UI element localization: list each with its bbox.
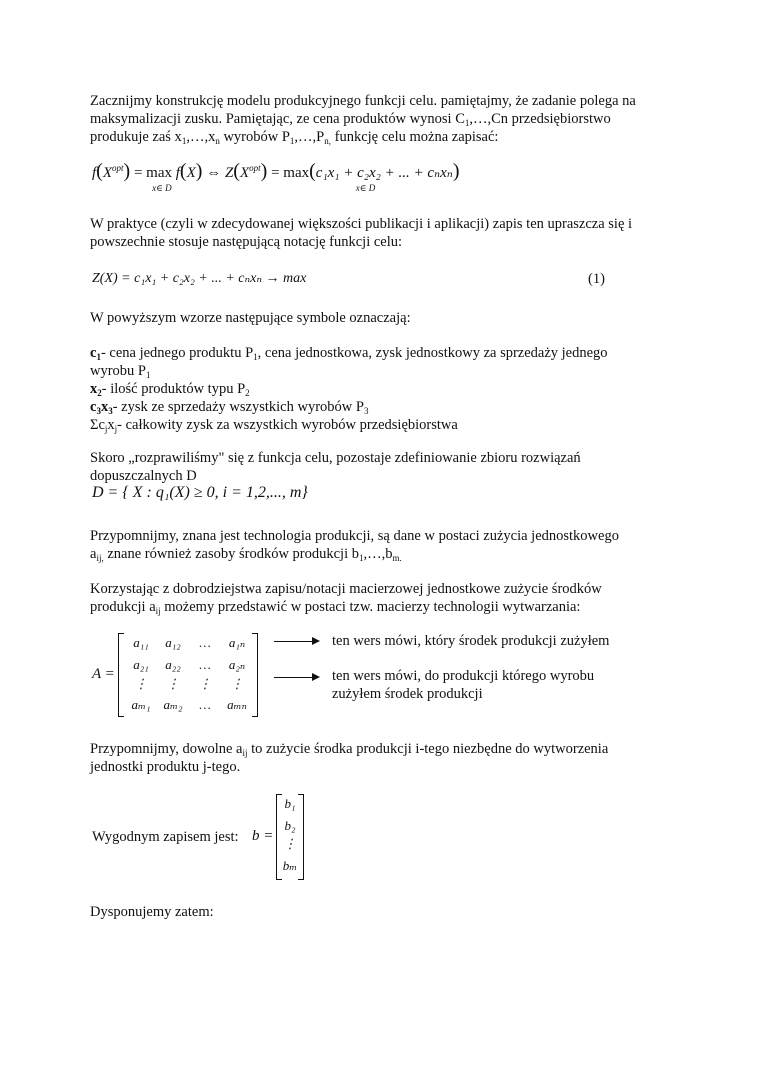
matrix-cell: a₁₂	[165, 635, 181, 650]
technology-line-2: $a_{ij,}$ znane również zasoby środków produkcji $b_1,\dots,b_{m.}$	[90, 546, 402, 563]
matrix-cell: ⋮	[166, 676, 180, 691]
matrix-a-label: A =	[92, 666, 115, 682]
technology-paragraph	[90, 527, 680, 563]
matrix-cell: ⋮	[198, 676, 212, 691]
matrix-cell: ⋮	[134, 676, 148, 691]
matrix-bracket-right	[252, 633, 258, 717]
vector-b	[276, 794, 304, 880]
def-sum: $\Sigma c_jx_j-$ całkowity zysk za wszystkich wyrobów przedsiębiorstwa	[90, 417, 458, 434]
row-arrow-icon	[274, 641, 318, 642]
intro-line-3: produkuje zaś $x_1,\dots,x_n$ wyrobów $P_1,\dots,P_{n,}$ funkcję celu można zapisać:	[90, 129, 499, 146]
column-note-line-2: zużyłem środek produkcji	[332, 686, 483, 702]
matrix-cell: aₘₙ	[227, 697, 247, 712]
symbols-intro: W powyższym wzorze następujące symbole oznaczają:	[90, 310, 411, 326]
matrix-cell: a₂₁	[133, 657, 149, 672]
vector-cell: b₂	[284, 818, 296, 833]
technology-line-1: Przypomnijmy, znana jest technologia produkcji, są dane w postaci zużycia jednostkowego	[90, 528, 619, 544]
practice-paragraph	[90, 215, 680, 251]
vector-b-label: Wygodnym zapisem jest:	[92, 829, 239, 845]
matrix-cell: a₂₂	[165, 657, 181, 672]
matrix-paragraph	[90, 580, 680, 616]
practice-line-1: W praktyce (czyli w zdecydowanej większości publikacji i aplikacji) zapis ten upraszcza się i	[90, 216, 633, 232]
matrix-cell: a₂ₙ	[228, 657, 246, 672]
feasible-set-equation: D = { X : q₁(X) ≥ 0, i = 1,2,..., m}	[92, 484, 308, 501]
objective-equation: $f(X^{opt}) = \max$ x∈ D f(X) ⇔ $Z(X^{opt}) = \max(c_1x_1 + c_2x_2$ + ... + cₙxₙ x∈ D )	[92, 160, 460, 193]
matrix-a	[118, 633, 258, 717]
vector-cell: ⋮	[283, 836, 297, 851]
vector-cell: bₘ	[282, 858, 298, 873]
feasible-line-2: dopuszczalnych D	[90, 468, 197, 484]
matrix-cell: a₁₁	[133, 635, 149, 650]
objective-simplified: Z(X) = c₁x₁ + c₂x₂ + ... + cₙxₙ → max	[92, 271, 307, 286]
matrix-cell: …	[199, 635, 211, 650]
equation-number: (1)	[588, 271, 605, 287]
aij-line-2: jednostki produktu j-tego.	[90, 759, 241, 775]
vector-cell: b₁	[284, 796, 296, 811]
def-c3x3: $c_3x_3-$ zysk ze sprzedaży wszystkich wyrobów $P_3$	[90, 399, 369, 416]
def-x2: $x_2-$ ilość produktów typu $P_2$	[90, 381, 250, 398]
matrix-cell: a₁ₙ	[228, 635, 246, 650]
def-c1-cont: wyrobu $P_1$	[90, 363, 151, 380]
vector-b-eq: b =	[252, 828, 274, 844]
matrix-cell: …	[199, 697, 211, 712]
symbol-definitions	[90, 344, 680, 434]
closing-line: Dysponujemy zatem:	[90, 904, 214, 920]
aij-paragraph	[90, 740, 680, 776]
row-note: ten wers mówi, który środek produkcji zużyłem	[332, 633, 610, 649]
intro-line-2: maksymalizacji zusku. Pamiętając, ze cena produktów wynosi $C_1,\dots,Cn$ przedsiębiorstwo	[90, 111, 611, 128]
feasible-set-paragraph	[90, 449, 680, 485]
matrix-bracket-left	[118, 633, 124, 717]
matrix-cell: …	[199, 657, 211, 672]
practice-line-2: powszechnie stosuje następującą notację funkcji celu:	[90, 234, 403, 250]
feasible-line-1: Skoro „rozprawiliśmy" się z funkcja celu, pozostaje zdefiniowanie zbioru rozwiązań	[90, 450, 581, 466]
matrix-cell: aₘ₂	[163, 697, 183, 712]
intro-paragraph	[90, 92, 680, 146]
def-c1: $c_1-$ cena jednego produktu $P_1$, cena jednostkowa, zysk jednostkowy za sprzedaży jednego	[90, 345, 608, 362]
matrix-cell: ⋮	[230, 676, 244, 691]
aij-line-1: Przypomnijmy, dowolne $a_{ij}$ to zużycie środka produkcji i-tego niezbędne do wytworzenia	[90, 741, 609, 758]
matrix-line-1: Korzystając z dobrodziejstwa zapisu/notacji macierzowej jednostkowe zużycie środków	[90, 581, 602, 597]
matrix-cell: aₘ₁	[131, 697, 151, 712]
matrix-line-2: produkcji $a_{ij}$ możemy przedstawić w postaci tzw. macierzy technologii wytwarzania:	[90, 599, 581, 616]
column-arrow-icon	[274, 677, 318, 678]
intro-line-1: Zacznijmy konstrukcję modelu produkcyjnego funkcji celu. pamiętajmy, że zadanie polega na	[90, 93, 636, 109]
column-note	[332, 667, 594, 703]
column-note-line-1: ten wers mówi, do produkcji którego wyrobu	[332, 668, 595, 684]
